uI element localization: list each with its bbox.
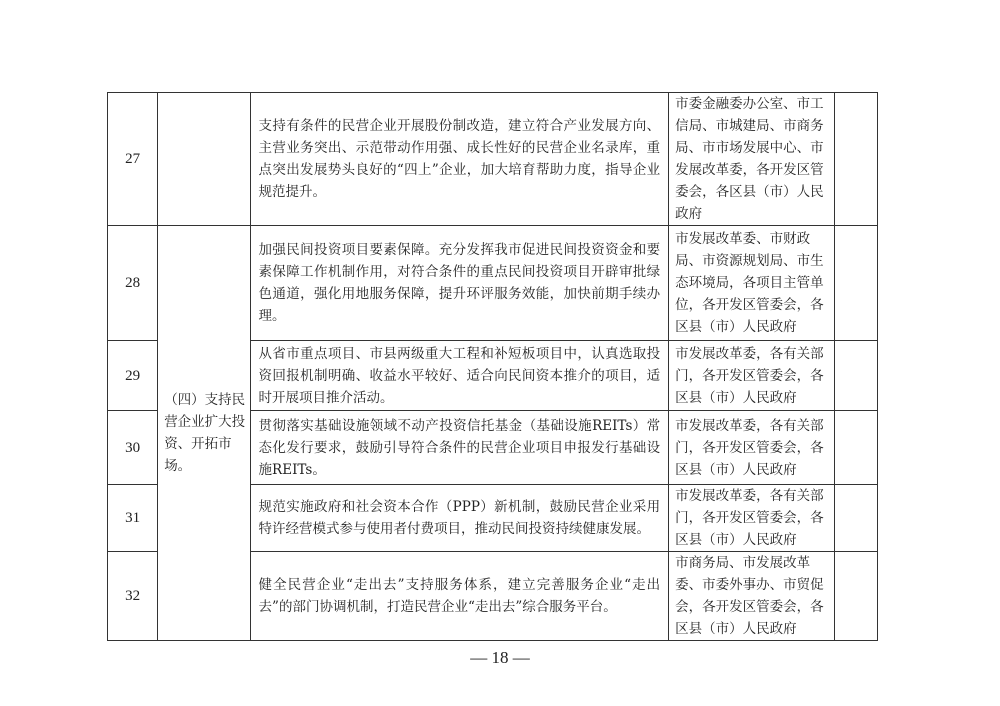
measure-cell: 规范实施政府和社会资本合作（PPP）新机制，鼓励民营企业采用特许经营模式参与使用者付费项目，推动民间投资持续健康发展。 [250, 485, 669, 552]
note-cell [834, 93, 877, 226]
measure-cell: 健全民营企业“走出去”支持服务体系，建立完善服务企业“走出去”的部门协调机制，打造民营企业“走出去”综合服务平台。 [250, 552, 669, 641]
table-row [108, 226, 878, 341]
category-cell: （四）支持民营企业扩大投资、开拓市场。 [158, 226, 250, 641]
row-number: 30 [108, 411, 158, 485]
row-number: 28 [108, 226, 158, 341]
page-number: — 18 — [470, 648, 530, 667]
note-cell [834, 411, 877, 485]
measure-cell: 加强民间投资项目要素保障。充分发挥我市促进民间投资资金和要素保障工作机制作用，对符合条件的重点民间投资项目开辟审批绿色通道，强化用地服务保障，提升环评服务效能，加快前期手续办理。 [250, 226, 669, 341]
policy-table [107, 92, 878, 641]
row-number: 32 [108, 552, 158, 641]
measure-cell: 从省市重点项目、市县两级重大工程和补短板项目中，认真选取投资回报机制明确、收益水平较好、适合向民间资本推介的项目，适时开展项目推介活动。 [250, 341, 669, 411]
row-number: 29 [108, 341, 158, 411]
responsible-unit-cell: 市发展改革委，各有关部门，各开发区管委会，各区县（市）人民政府 [669, 341, 835, 411]
note-cell [834, 341, 877, 411]
responsible-unit-cell: 市商务局、市发展改革委、市委外事办、市贸促会，各开发区管委会，各区县（市）人民政府 [669, 552, 835, 641]
row-number: 27 [108, 93, 158, 226]
responsible-unit-cell: 市委金融委办公室、市工信局、市城建局、市商务局、市市场发展中心、市发展改革委，各开发区管委会，各区县（市）人民政府 [669, 93, 835, 226]
table-row [108, 93, 878, 226]
note-cell [834, 552, 877, 641]
measure-cell: 支持有条件的民营企业开展股份制改造，建立符合产业发展方向、主营业务突出、示范带动作用强、成长性好的民营企业名录库，重点突出发展势头良好的“四上”企业，加大培育帮助力度，指导企业规范提升。 [250, 93, 669, 226]
category-cell [158, 93, 250, 226]
note-cell [834, 226, 877, 341]
row-number: 31 [108, 485, 158, 552]
responsible-unit-cell: 市发展改革委，各有关部门，各开发区管委会，各区县（市）人民政府 [669, 411, 835, 485]
measure-cell: 贯彻落实基础设施领域不动产投资信托基金（基础设施REITs）常态化发行要求，鼓励引导符合条件的民营企业项目申报发行基础设施REITs。 [250, 411, 669, 485]
responsible-unit-cell: 市发展改革委、市财政局、市资源规划局、市生态环境局，各项目主管单位，各开发区管委会，各区县（市）人民政府 [669, 226, 835, 341]
note-cell [834, 485, 877, 552]
responsible-unit-cell: 市发展改革委，各有关部门，各开发区管委会，各区县（市）人民政府 [669, 485, 835, 552]
